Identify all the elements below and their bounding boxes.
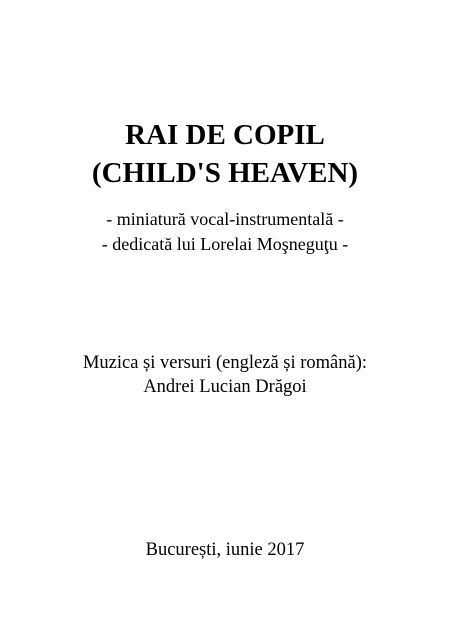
- title-line-2: (CHILD'S HEAVEN): [91, 157, 359, 189]
- place-and-date: București, iunie 2017: [145, 540, 305, 560]
- subtitle-line-1: - miniatură vocal-instrumentală -: [106, 209, 344, 229]
- credits-label: Muzica și versuri (engleză și română):: [82, 353, 368, 373]
- title-line-1: RAI DE COPIL: [125, 119, 325, 151]
- author-name: Andrei Lucian Drăgoi: [143, 377, 307, 397]
- subtitle-line-2: - dedicată lui Lorelai Moşneguţu -: [101, 234, 349, 254]
